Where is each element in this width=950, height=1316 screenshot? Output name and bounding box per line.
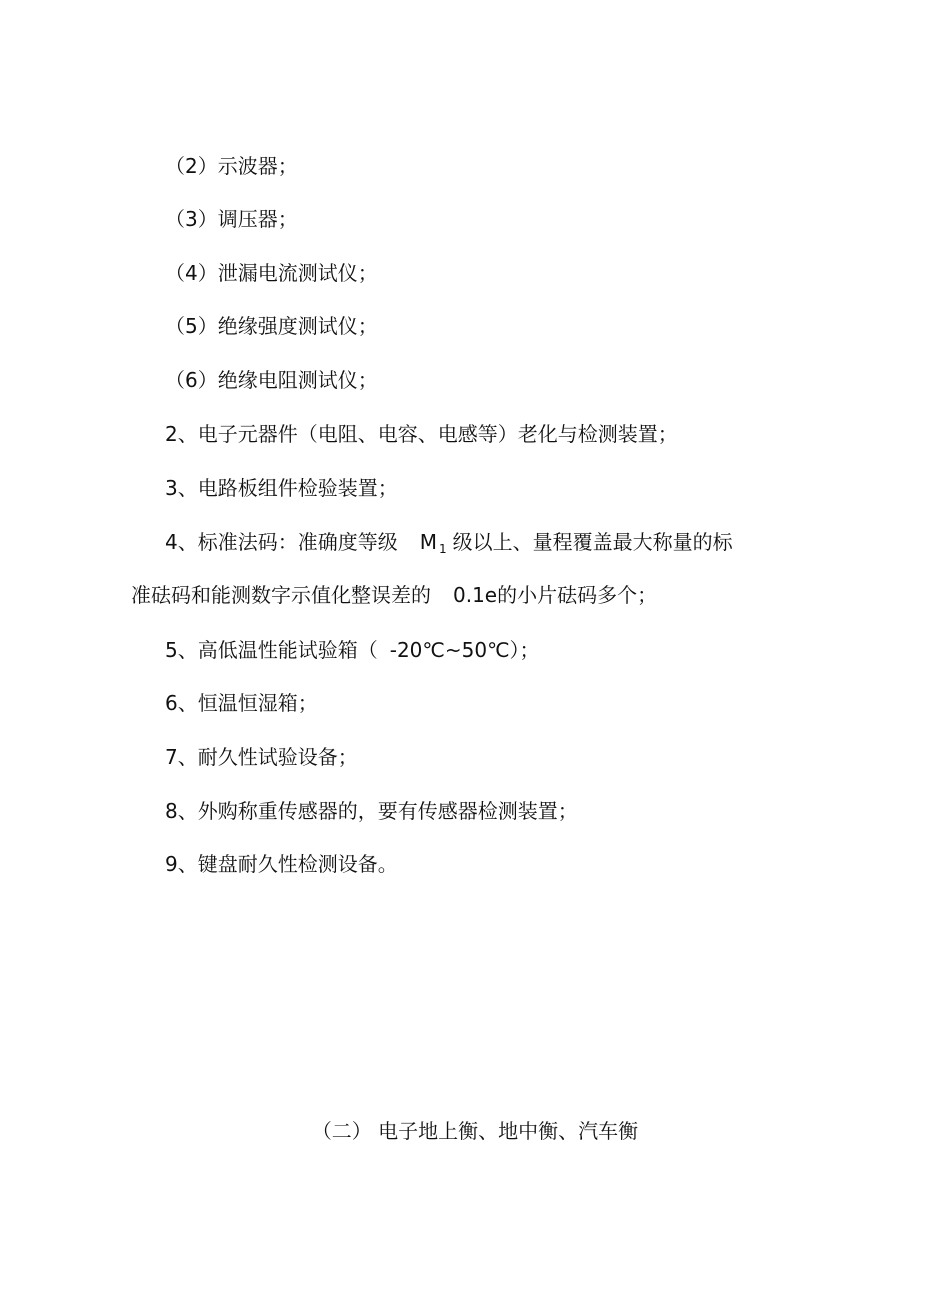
item-leakage-current-tester: （4）泄漏电流测试仪； [165, 261, 378, 285]
item-voltage-regulator: （3）调压器； [165, 207, 298, 231]
item-standard-weights-line2 [131, 581, 657, 609]
item-circuit-board-inspection: 3、电路板组件检验装置； [165, 476, 398, 500]
item4-text-b: 级以上、量程覆盖最大称量的标 [452, 530, 733, 554]
accuracy-class-symbol: M [419, 530, 437, 554]
item-humidity-chamber: 6、恒温恒湿箱； [165, 691, 318, 715]
item4-text-d: 的小片砝码多个； [497, 583, 658, 607]
item-standard-weights-line1 [165, 528, 733, 559]
item-keyboard-durability: 9、键盘耐久性检测设备。 [165, 852, 398, 876]
rounding-error-value: 0.1e [453, 583, 498, 607]
item4-text-a: 4、标准法码：准确度等级 [165, 530, 398, 554]
temperature-range: -20℃~50℃ [389, 638, 510, 662]
item-temperature-chamber [165, 636, 540, 664]
accuracy-class-subscript: 1 [439, 542, 447, 556]
item-durability-equipment: 7、耐久性试验设备； [165, 745, 358, 769]
item5-text-a: 5、高低温性能试验箱（ [165, 638, 378, 662]
item-oscilloscope: （2）示波器； [165, 154, 298, 178]
item-component-aging-device: 2、电子元器件（电阻、电容、电感等）老化与检测装置； [165, 422, 678, 446]
item-insulation-resistance-tester: （6）绝缘电阻测试仪； [165, 368, 378, 392]
section-heading: （二） 电子地上衡、地中衡、汽车衡 [311, 1119, 639, 1143]
item-load-cell-inspection: 8、外购称重传感器的，要有传感器检测装置； [165, 799, 578, 823]
item-insulation-strength-tester: （5）绝缘强度测试仪； [165, 314, 378, 338]
item4-text-c: 准砝码和能测数字示值化整误差的 [131, 583, 431, 607]
item5-text-b: ）； [509, 638, 540, 662]
